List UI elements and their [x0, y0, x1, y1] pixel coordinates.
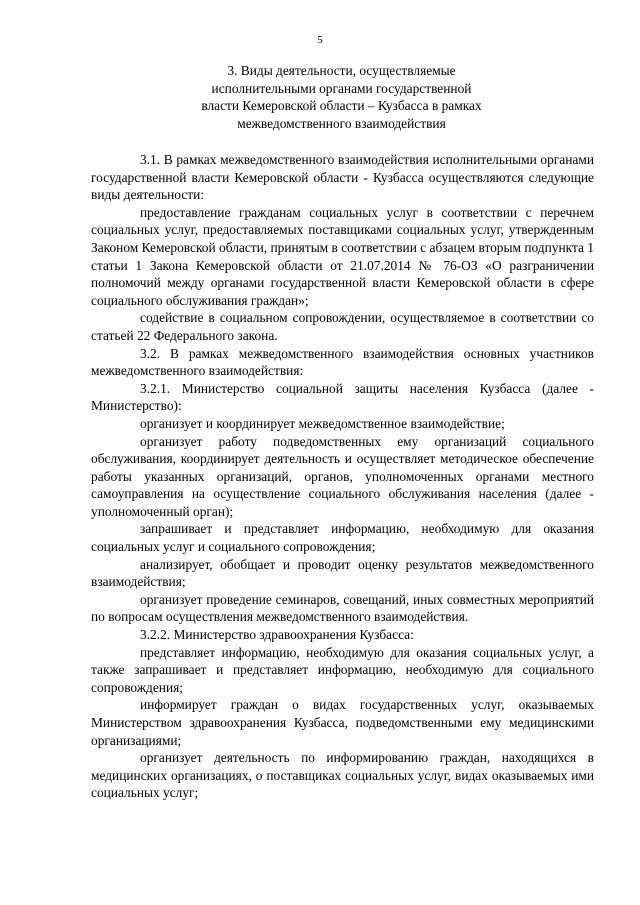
heading-line: исполнительными органами государственной: [211, 80, 472, 96]
heading-line: 3. Виды деятельности, осуществляемые: [227, 63, 456, 78]
paragraph-social-support: содействие в социальном сопровождении, осуществляемое в соответствии со статьей 22 Федерального закона.: [91, 310, 594, 343]
paragraph-3-2-1: 3.2.1. Министерство социальной защиты населения Кузбасса (далее - Министерство):: [91, 380, 594, 414]
paragraph-3-2: 3.2. В рамках межведомственного взаимодействия основных участников межведомственного взаимодействия:: [91, 345, 594, 379]
paragraph-coordination: организует и координирует межведомственное взаимодействие;: [140, 415, 505, 431]
paragraph-informs-citizens: информирует граждан о видах государственных услуг, оказываемых Министерством здравоохранения Кузбасса, подведомственными ему медицинскими организациями;: [91, 697, 594, 748]
paragraph-analyzes: анализирует, обобщает и проводит оценку результатов межведомственного взаимодействия;: [91, 556, 594, 590]
paragraph-3-1: 3.1. В рамках межведомственного взаимодействия исполнительными органами государственной власти Кемеровской области - Кузбасса осуществляются следующие виды деятельности:: [91, 152, 594, 203]
paragraph-3-2-2: 3.2.2. Министерство здравоохранения Кузбасса:: [140, 627, 414, 643]
heading-line: межведомственного взаимодействия: [237, 115, 446, 131]
page-number: 5: [317, 34, 323, 46]
paragraph-organizes-informing: организует деятельность по информированию граждан, находящихся в медицинских организациях, о поставщиках социальных услуг, видах оказываемых ими социальных услуг;: [91, 750, 594, 801]
paragraph-seminars: организует проведение семинаров, совещаний, иных совместных мероприятий по вопросам осуществления межведомственного взаимодействия.: [91, 591, 594, 625]
paragraph-social-services: предоставление гражданам социальных услуг в соответствии с перечнем социальных услуг, предоставляемых поставщиками социальных услуг, утвержденным Законом Кемеровской области, принятым в соответствии с абзацем вторым подпункта 1 статьи 1 Закона Кемеровской области от 21.07.2014 № 76-ОЗ «О разграничении полномочий между органами государственной власти Кемеровской области в сфере социального обслуживания граждан»;: [91, 204, 594, 308]
paragraph-requests-info: запрашивает и представляет информацию, необходимую для оказания социальных услуг и социального сопровождения;: [91, 521, 594, 555]
heading-line: власти Кемеровской области – Кузбасса в рамках: [201, 98, 482, 114]
paragraph-organizes-work: организует работу подведомственных ему организаций социального обслуживания, координирует деятельность и осуществляет методическое обеспечение работы указанных организаций, органов, уполномоченных органами местного самоуправления на осуществление социального обслуживания населения (далее - уполномоченный орган);: [91, 433, 594, 519]
paragraph-provides-info: представляет информацию, необходимую для оказания социальных услуг, а также запрашивает и представляет информацию, необходимую для социального сопровождения;: [91, 644, 594, 695]
document-body: [91, 151, 594, 802]
section-heading: [120, 62, 563, 132]
